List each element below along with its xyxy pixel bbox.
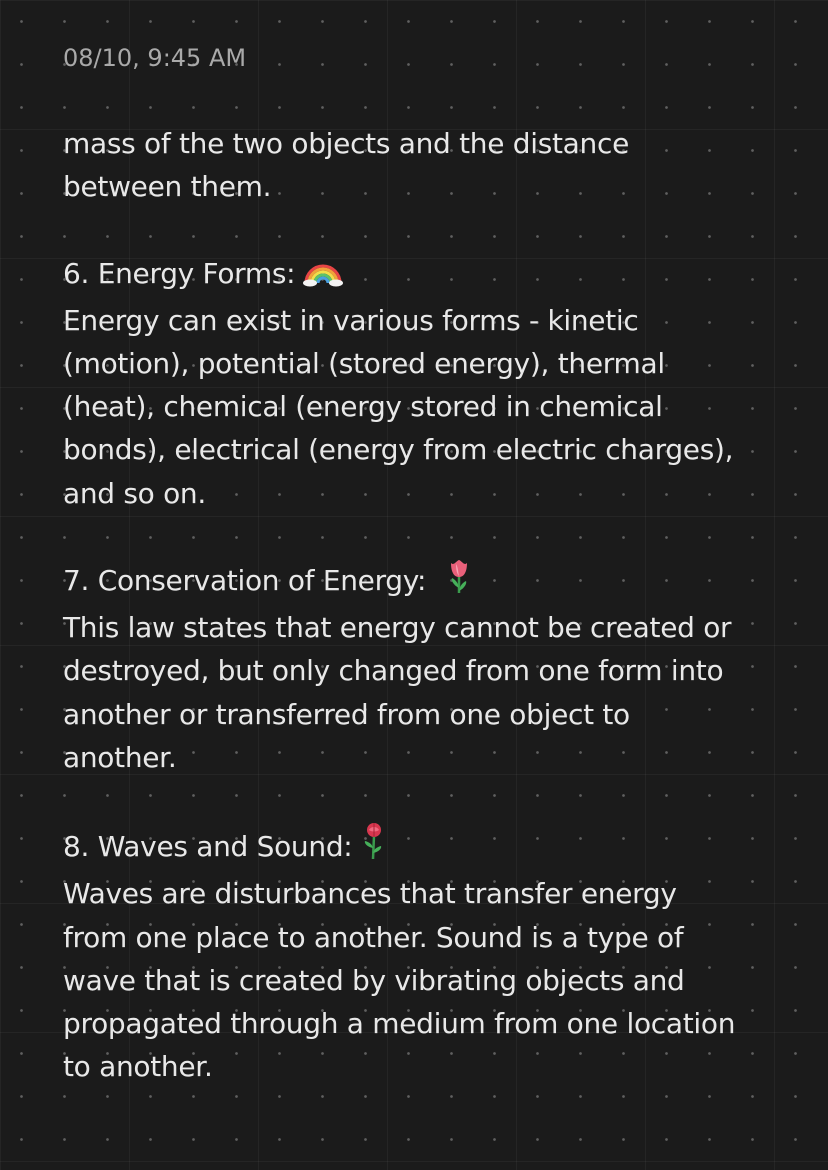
section-waves-and-sound: [63, 822, 773, 1088]
text-line: between them.: [63, 170, 272, 204]
text-line: (motion), potential (stored energy), thermal: [63, 347, 665, 380]
text-line: from one place to another. Sound is a type of: [63, 920, 684, 954]
text-line: (heat), chemical (energy stored in chemical: [63, 390, 663, 424]
text-line: and so on.: [63, 476, 206, 510]
section-heading-text: 7. Conservation of Energy:: [63, 564, 427, 597]
section-energy-forms: [63, 252, 773, 515]
section-heading: [63, 558, 773, 606]
text-line: to another.: [63, 1050, 213, 1084]
text-line: Waves are disturbances that transfer energy: [63, 877, 677, 911]
section-heading: [63, 822, 773, 872]
intro-paragraph: [63, 122, 773, 208]
text-line: another.: [63, 740, 177, 774]
tulip-icon: [444, 558, 474, 606]
section-heading-text: 8. Waves and Sound:: [63, 830, 353, 864]
section-conservation-of-energy: [63, 558, 773, 779]
section-heading: [63, 252, 773, 299]
note-timestamp: 08/10, 9:45 AM: [63, 44, 247, 72]
rainbow-icon: [303, 256, 343, 299]
text-line: bonds), electrical (energy from electric charges),: [63, 433, 734, 467]
text-line: Energy can exist in various forms - kinetic: [63, 303, 639, 337]
note-body[interactable]: [63, 122, 773, 1132]
rose-icon: [360, 822, 388, 872]
text-line: destroyed, but only changed from one form into: [63, 654, 724, 688]
text-line: wave that is created by vibrating objects and: [63, 963, 685, 997]
text-line: mass of the two objects and the distance: [63, 127, 630, 160]
section-heading-text: 6. Energy Forms:: [63, 256, 296, 290]
text-line: propagated through a medium from one location: [63, 1007, 736, 1041]
text-line: This law states that energy cannot be created or: [63, 611, 732, 645]
text-line: another or transferred from one object to: [63, 697, 630, 731]
